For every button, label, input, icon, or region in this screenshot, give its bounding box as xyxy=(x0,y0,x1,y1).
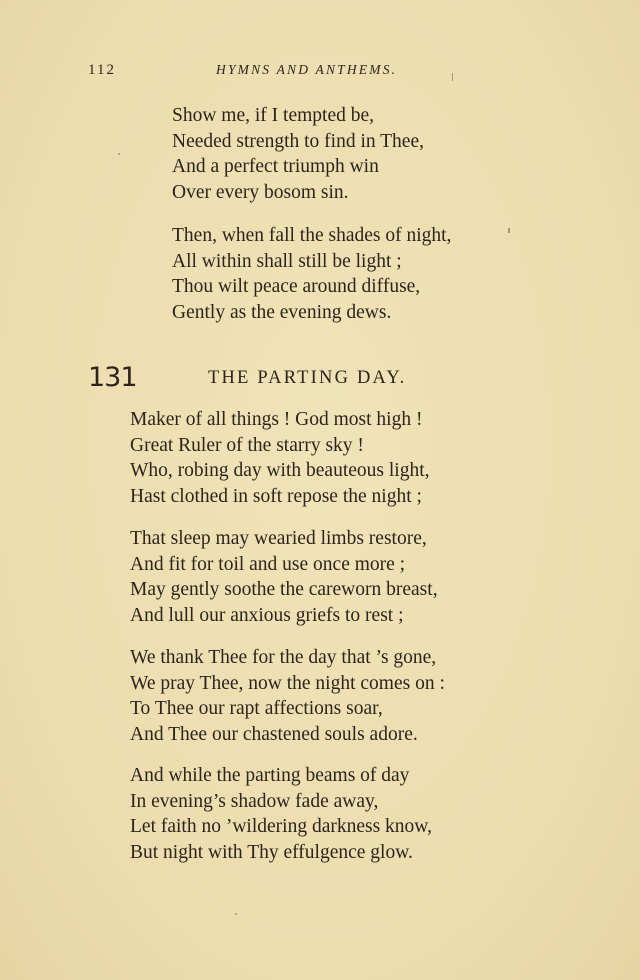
stanza xyxy=(130,407,430,509)
verse-line: Let faith no ’wildering darkness know, xyxy=(130,816,432,837)
stanza xyxy=(130,645,445,747)
verse-line: Needed strength to find in Thee, xyxy=(172,130,424,152)
paper-speck xyxy=(508,228,510,233)
verse-line: Then, when fall the shades of night, xyxy=(172,225,452,246)
stanza xyxy=(130,763,432,865)
verse-line: We pray Thee, now the night comes on : xyxy=(130,672,445,694)
verse-line: All within shall still be light ; xyxy=(172,250,402,272)
verse-line: Over every bosom sin. xyxy=(172,181,349,203)
stanza xyxy=(130,526,438,628)
verse-line: And Thee our chastened souls adore. xyxy=(130,723,418,745)
page-number: 112 xyxy=(88,62,116,78)
verse-line: And fit for toil and use once more ; xyxy=(130,553,406,575)
paper-speck xyxy=(452,73,453,81)
stanza xyxy=(172,103,424,205)
page-header xyxy=(88,62,580,84)
verse-line: Show me, if I tempted be, xyxy=(172,105,374,126)
verse-line: Great Ruler of the starry sky ! xyxy=(130,434,364,456)
verse-line: And a perfect triumph win xyxy=(172,156,379,177)
verse-line: May gently soothe the careworn breast, xyxy=(130,579,438,600)
verse-line: Maker of all things ! God most high ! xyxy=(130,409,423,430)
verse-line: Hast clothed in soft repose the night ; xyxy=(130,485,422,507)
hymn-number: 131 xyxy=(88,362,137,393)
verse-line: That sleep may wearied limbs restore, xyxy=(130,528,427,549)
hymn-title: THE PARTING DAY. xyxy=(208,368,407,388)
verse-line: We thank Thee for the day that ’s gone, xyxy=(130,647,437,668)
verse-line: Gently as the evening dews. xyxy=(172,301,392,323)
verse-line: And lull our anxious griefs to rest ; xyxy=(130,604,404,626)
verse-line: And while the parting beams of day xyxy=(130,765,410,786)
stanza xyxy=(172,223,451,325)
paper-speck xyxy=(118,153,120,155)
verse-line: To Thee our rapt affections soar, xyxy=(130,698,383,719)
verse-line: In evening’s shadow fade away, xyxy=(130,790,379,812)
running-title: HYMNS AND ANTHEMS. xyxy=(216,62,398,77)
verse-line: Thou wilt peace around diffuse, xyxy=(172,276,421,297)
verse-line: Who, robing day with beauteous light, xyxy=(130,460,430,481)
verse-line: But night with Thy effulgence glow. xyxy=(130,841,413,863)
paper-speck xyxy=(235,913,237,915)
